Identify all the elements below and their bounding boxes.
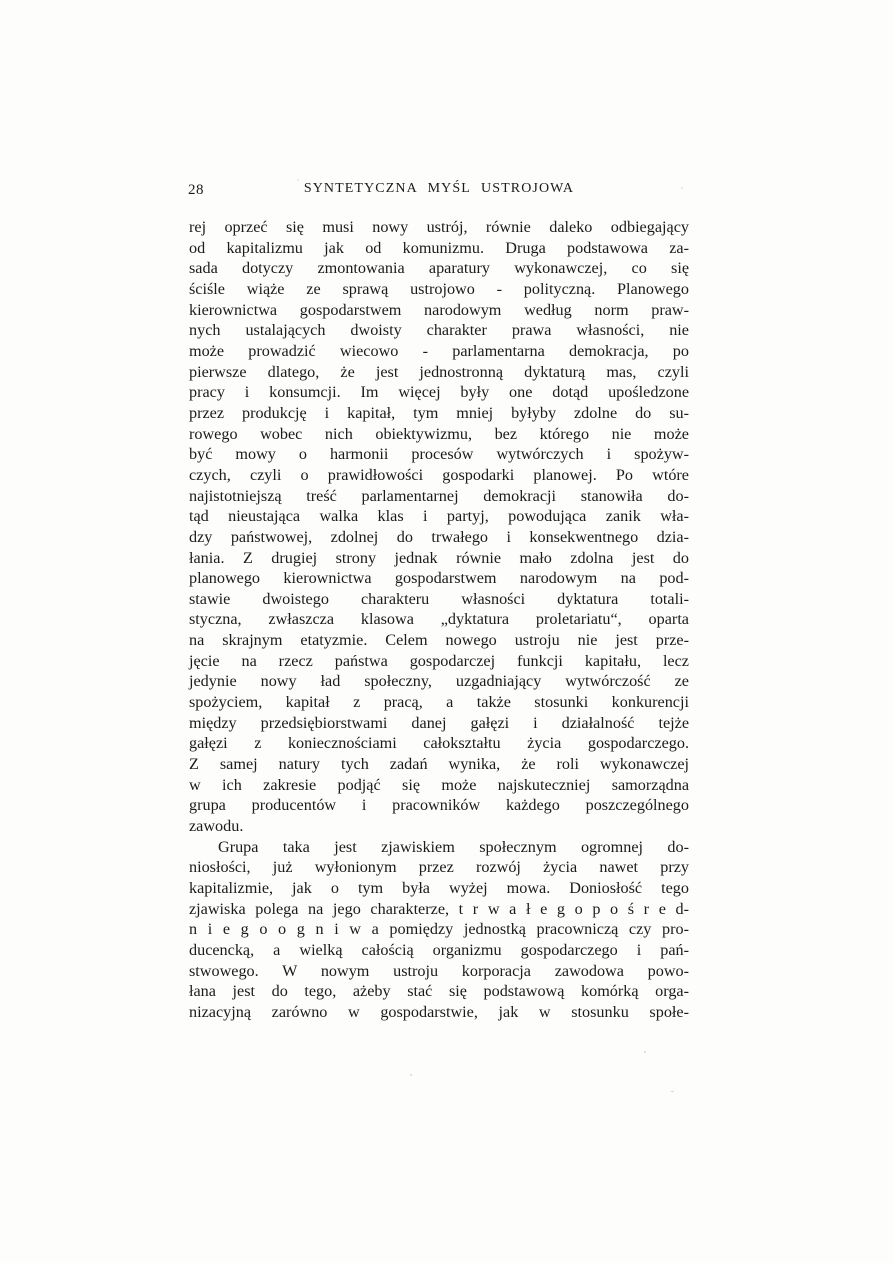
text-line: rej oprzeć się musi nowy ustrój, równie daleko odbiegający [189,218,689,236]
text-line: kapitalizmie, jak o tym była wyżej mowa. Doniosłość tego [189,879,689,897]
text-line: łana jest do tego, ażeby stać się podstawową komórką orga- [189,982,689,1001]
text-line: niosłości, już wyłonionym przez rozwój życia nawet przy [189,858,689,877]
text-line: nizacyjną zarówno w gospodarstwie, jak w stosunku społe- [189,1002,689,1021]
text-line: stwowego. W nowym ustroju korporacja zawodowa powo- [189,961,689,980]
text-line: czych, czyli o prawidłowości gospodarki planowej. Po wtóre [189,465,689,484]
text-line: rowego wobec nich obiektywizmu, bez którego nie może [189,424,689,443]
page-number: 28 [188,182,204,198]
text-line: gałęzi z koniecznościami całokształtu życia gospodarczego. [189,734,689,753]
text-line: styczna, zwłaszcza klasowa „dyktatura proletariatu“, oparta [189,610,689,629]
text-line: kierownictwa gospodarstwem narodowym według norm praw- [189,300,689,319]
scan-speck [671,1091,674,1092]
text-line: n i e g o o g n i w a pomiędzy jednostką pracowniczą czy pro- [189,920,689,939]
scan-speck [681,187,683,189]
text-line: zawodu. [189,817,244,836]
text-line: grupa producentów i pracowników każdego poszczególnego [189,796,689,815]
text-line: planowego kierownictwa gospodarstwem narodowym na pod- [189,569,689,588]
text-line: spożyciem, kapitał z pracą, a także stosunki konkurencji [189,693,689,712]
text-line: pracy i konsumcji. Im więcej były one dotąd upośledzone [189,383,689,402]
text-line: zjawiska polega na jego charakterze, t r w a ł e g o p o ś r e d- [189,899,689,918]
text-line: przez produkcję i kapitał, tym mniej byłyby zdolne do su- [189,403,689,422]
running-header-title: SYNTETYCZNA MYŚL USTROJOWA [303,181,575,196]
text-line: nych ustalających dwoisty charakter prawa własności, nie [189,321,689,340]
scan-speck [410,1074,412,1076]
scan-speck [644,1051,646,1053]
text-line: na skrajnym etatyzmie. Celem nowego ustroju nie jest prze- [189,631,689,650]
text-line: Z samej natury tych zadań wynika, że roli wykonawczej [189,755,689,774]
text-line: dzy państwowej, zdolnej do trwałego i konsekwentnego dzia- [189,527,689,546]
text-line: być mowy o harmonii procesów wytwórczych i spożyw- [189,445,689,464]
text-line: Grupa taka jest zjawiskiem społecznym ogromnej do- [218,837,689,856]
text-line: jęcie na rzecz państwa gospodarczej funkcji kapitału, lecz [189,651,689,670]
text-line: ściśle wiąże ze sprawą ustrojowo - polityczną. Planowego [189,279,689,298]
text-line: łania. Z drugiej strony jednak równie mało zdolna jest do [189,548,689,567]
text-line: sada dotyczy zmontowania aparatury wykonawczej, co się [189,259,689,278]
text-line: między przedsiębiorstwami danej gałęzi i działalność tejże [189,713,689,732]
scan-speck [297,179,299,181]
text-line: pierwsze dlatego, że jest jednostronną dyktaturą mas, czyli [189,362,689,381]
text-line: ducencką, a wielką całością organizmu gospodarczego i pań- [189,940,689,959]
text-line: w ich zakresie podjąć się może najskuteczniej samorządna [189,775,689,794]
text-line: od kapitalizmu jak od komunizmu. Druga podstawowa za- [189,238,689,257]
text-block [189,217,689,1023]
text-line: stawie dwoistego charakteru własności dyktatura totali- [189,589,689,608]
text-line: może prowadzić wiecowo - parlamentarna demokracja, po [189,341,689,360]
text-line: jedynie nowy ład społeczny, uzgadniający wytwórczość ze [189,672,689,691]
text-line: najistotniejszą treść parlamentarnej demokracji stanowiła do- [189,486,689,505]
text-line: tąd nieustająca walka klas i partyj, powodująca zanik wła- [189,507,689,526]
